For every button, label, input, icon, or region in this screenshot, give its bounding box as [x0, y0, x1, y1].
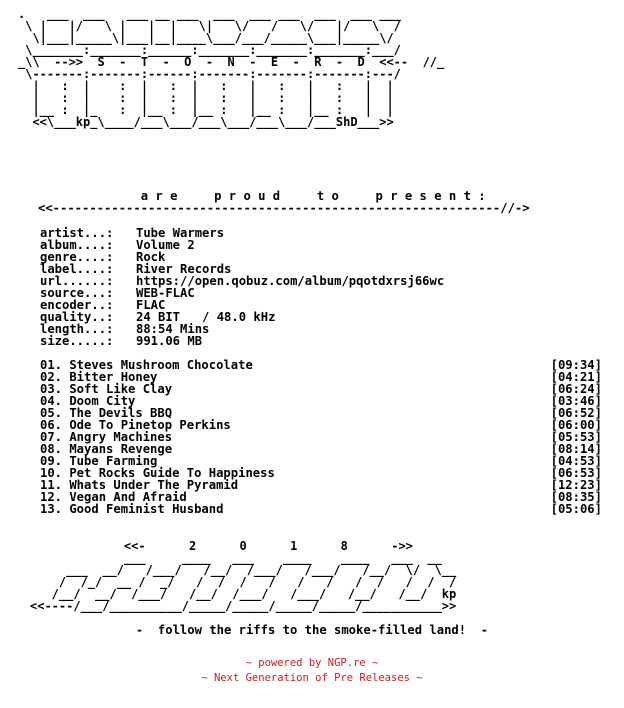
present-divider: <<-------------------------------------------------------------//->: [38, 201, 530, 215]
footer-ngp-tagline: ~ Next Generation of Pre Releases ~: [201, 672, 423, 684]
info-key: album....:: [40, 238, 114, 252]
info-value: WEB-FLAC: [136, 286, 195, 300]
track-duration: [08:14]: [550, 442, 602, 456]
info-row: [40, 335, 444, 347]
tagline: - follow the riffs to the smoke-filled land! -: [135, 623, 489, 637]
track-title: 09. Tube Farming: [40, 454, 158, 468]
track-title: 07. Angry Machines: [40, 430, 173, 444]
info-key: encoder..:: [40, 298, 114, 312]
track-title: 10. Pet Rocks Guide To Happiness: [40, 466, 275, 480]
info-key: url......:: [40, 274, 114, 288]
info-value: 88:54 Mins: [136, 322, 210, 336]
track-row: [40, 503, 602, 515]
footer-powered-by: ~ powered by NGP.re ~: [245, 657, 379, 669]
info-value: 24 BIT / 48.0 kHz: [136, 310, 276, 324]
present-header: [38, 190, 530, 214]
track-title: 13. Good Feminist Husband: [40, 502, 224, 516]
track-duration: [06:00]: [550, 418, 602, 432]
info-value: 991.06 MB: [136, 334, 203, 348]
track-title: 11. Whats Under The Pyramid: [40, 478, 239, 492]
track-duration: [04:21]: [550, 370, 602, 384]
info-value: FLAC: [136, 298, 166, 312]
info-key: artist...:: [40, 226, 114, 240]
track-title: 12. Vegan And Afraid: [40, 490, 187, 504]
info-value: Volume 2: [136, 238, 195, 252]
track-duration: [05:06]: [550, 502, 602, 516]
info-key: genre....:: [40, 250, 114, 264]
present-text: a r e p r o u d t o p r e s e n t :: [38, 189, 486, 203]
track-duration: [09:34]: [550, 358, 602, 372]
track-title: 08. Mayans Revenge: [40, 442, 173, 456]
track-title: 04. Doom City: [40, 394, 136, 408]
track-duration: [05:53]: [550, 430, 602, 444]
info-key: label....:: [40, 262, 114, 276]
tracklist: [40, 359, 602, 515]
info-key: source...:: [40, 286, 114, 300]
info-key: quality..:: [40, 310, 114, 324]
track-title: 05. The Devils BBQ: [40, 406, 173, 420]
info-value: https://open.qobuz.com/album/pqotdxrsj66wc: [136, 274, 445, 288]
track-duration: [04:53]: [550, 454, 602, 468]
info-value: River Records: [136, 262, 232, 276]
info-key: size.....:: [40, 334, 114, 348]
track-title: 02. Bitter Honey: [40, 370, 158, 384]
track-title: 03. Soft Like Clay: [40, 382, 173, 396]
release-info: [40, 227, 444, 347]
track-duration: [06:24]: [550, 382, 602, 396]
info-value: Rock: [136, 250, 166, 264]
info-value: Tube Warmers: [136, 226, 225, 240]
track-duration: [12:23]: [550, 478, 602, 492]
footer: [0, 656, 624, 686]
track-title: 06. Ode To Pinetop Perkins: [40, 418, 231, 432]
track-duration: [06:52]: [550, 406, 602, 420]
track-title: 01. Steves Mushroom Chocolate: [40, 358, 253, 372]
track-duration: [03:46]: [550, 394, 602, 408]
stonerd-ascii-banner: . ___ ___ ___ __ ___ ___ ___ ___ ___ ___ ___ \ | |/ \ | | | \| \/ / \/ |/ \ / \|___|_____\|___|__|____\___/___/_____\___|_____\/ \_______:_______:______:_______:_______:_______:___/ _\\ -->> S - T - O - N - E - R - D <<-- //_ \-------:-------:------:-------:-------:-------:---/ | : | : | : | : | : | : | | | : | : | : | : | : | : | | |__ : |_ : |__ : |__ : |__ : |__ : | | <<\___kp_\____/___\___/___\___/___\___/___ShD___>>: [18, 7, 445, 129]
track-duration: [06:53]: [550, 466, 602, 480]
info-key: length...:: [40, 322, 114, 336]
year-ascii-art: <<- 2 0 1 8 ->> ___ ____ ___ ____ ____ ___ __ ___ __/ /___/ /__/ /___/ /___/ /__/ \/ \__ / /_/ __ / _/ / / / / / / / / / / / /__/ __/ /___/ /__/ /___/ /___/ /__/ /__/ kp <<----/___/__________/_____/_____/_____/_____/___________>>: [30, 539, 457, 613]
track-duration: [08:35]: [550, 490, 602, 504]
